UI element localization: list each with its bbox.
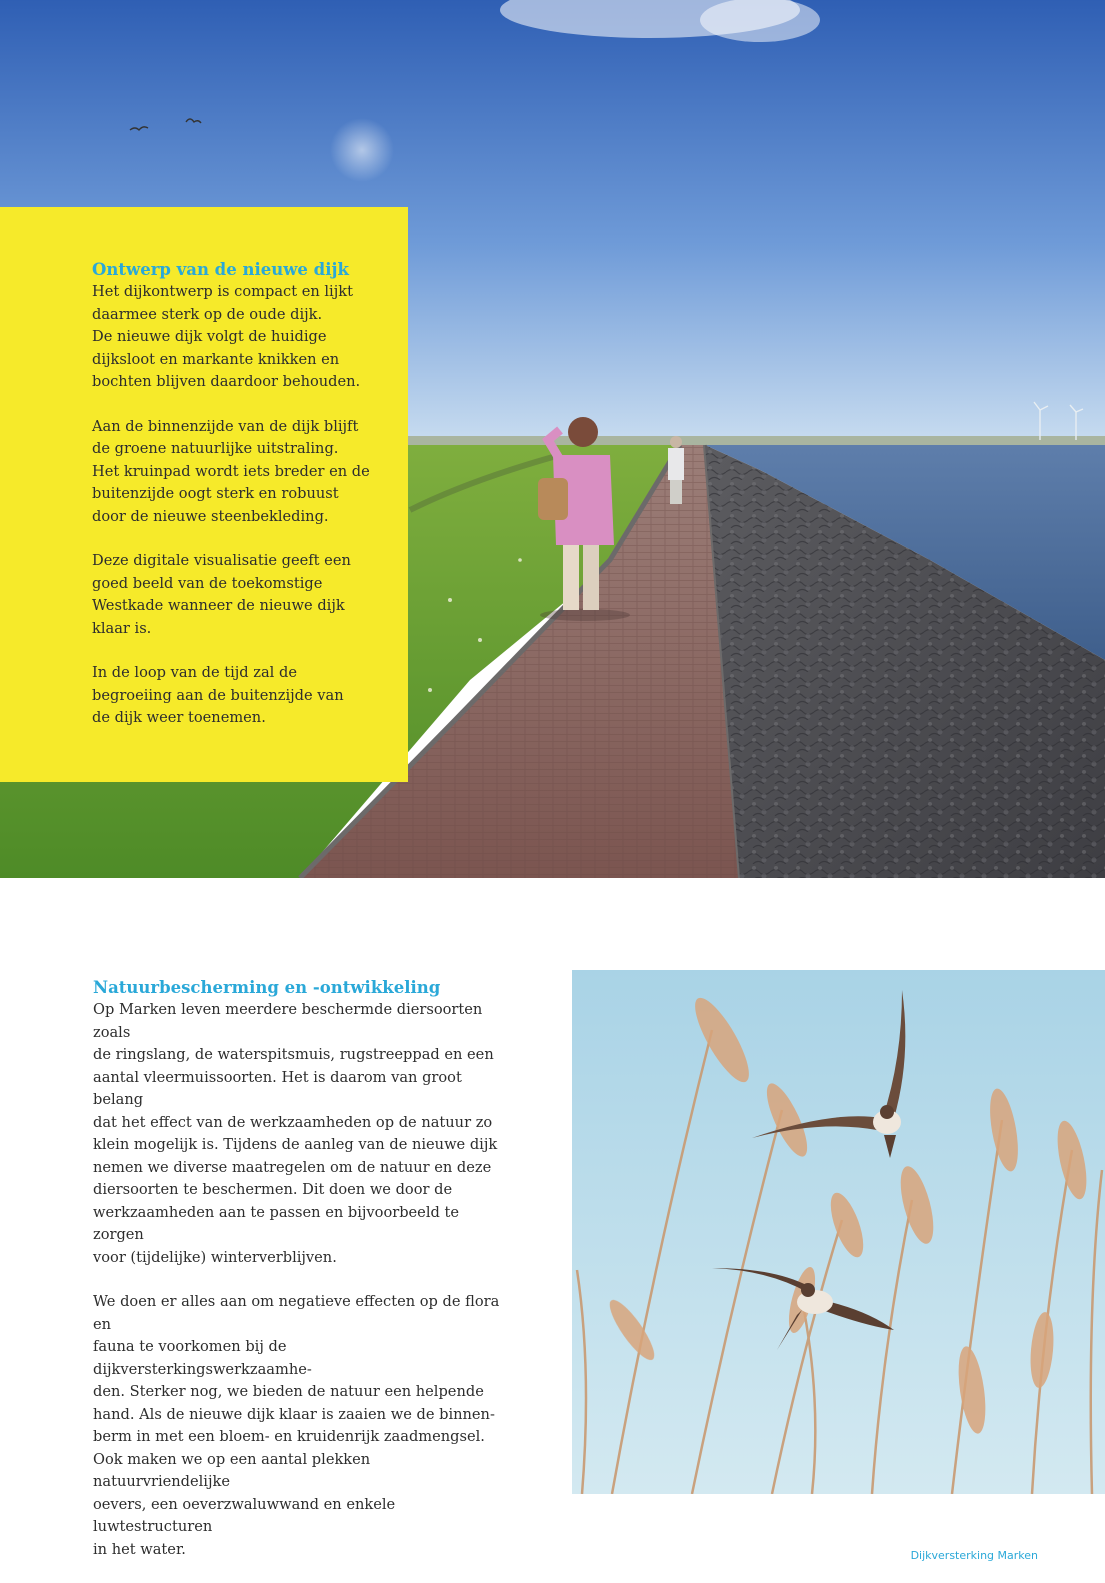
design-info-panel xyxy=(0,207,408,782)
nature-paragraph-2: We doen er alles aan om negatieve effecten op de flora en fauna te voorkomen bij de dijkversterkingswerkzaamhe- den. Sterker nog, we bieden de natuur een helpende hand. Als de nieuwe dijk klaar is zaaien we de binnen- berm in met een bloem- en kruidenrijk zaadmengsel. Ook maken we op een aantal plekken natuurvriendelijke oevers, een oeverzwaluwwand en enkele luwtestructuren in het water. xyxy=(93,1293,500,1558)
footer-label: Dijkversterking Marken xyxy=(910,1549,1038,1562)
swallows-illustration xyxy=(572,970,1105,1494)
design-paragraph-2: Aan de binnenzijde van de dijk blijft de groene natuurlijke uitstraling. Het kruinpad wordt iets breder en de buitenzijde oogt sterk en robuust door de nieuwe steenbekleding. xyxy=(92,417,370,525)
design-section-title: Ontwerp van de nieuwe dijk xyxy=(92,260,349,279)
design-paragraph-1: Het dijkontwerp is compact en lijkt daarmee sterk op de oude dijk. De nieuwe dijk volgt de huidige dijksloot en markante knikken en bochten blijven daardoor behouden. xyxy=(92,283,361,390)
nature-section-title: Natuurbescherming en -ontwikkeling xyxy=(93,978,441,997)
design-paragraph-4: In de loop van de tijd zal de begroeiing aan de buitenzijde van de dijk weer toenemen. xyxy=(92,664,344,726)
design-paragraph-3: Deze digitale visualisatie geeft een goed beeld van de toekomstige Westkade wanneer de nieuwe dijk klaar is. xyxy=(92,552,351,637)
swallows-reed-photo xyxy=(572,970,1105,1494)
nature-paragraph-1: Op Marken leven meerdere beschermde diersoorten zoals de ringslang, de waterspitsmuis, rugstreeppad en een aantal vleermuissoorten. Het is daarom van groot belang dat het effect van de werkzaamheden op de natuur zo klein mogelijk is. Tijdens de aanleg van de nieuwe dijk nemen we diverse maatregelen om de natuur en deze diersoorten te beschermen. Dit doen we door de werkzaamheden aan te passen en bijvoorbeeld te zorgen voor (tijdelijke) winterverblijven. xyxy=(93,1001,498,1266)
nature-section xyxy=(93,977,503,1583)
